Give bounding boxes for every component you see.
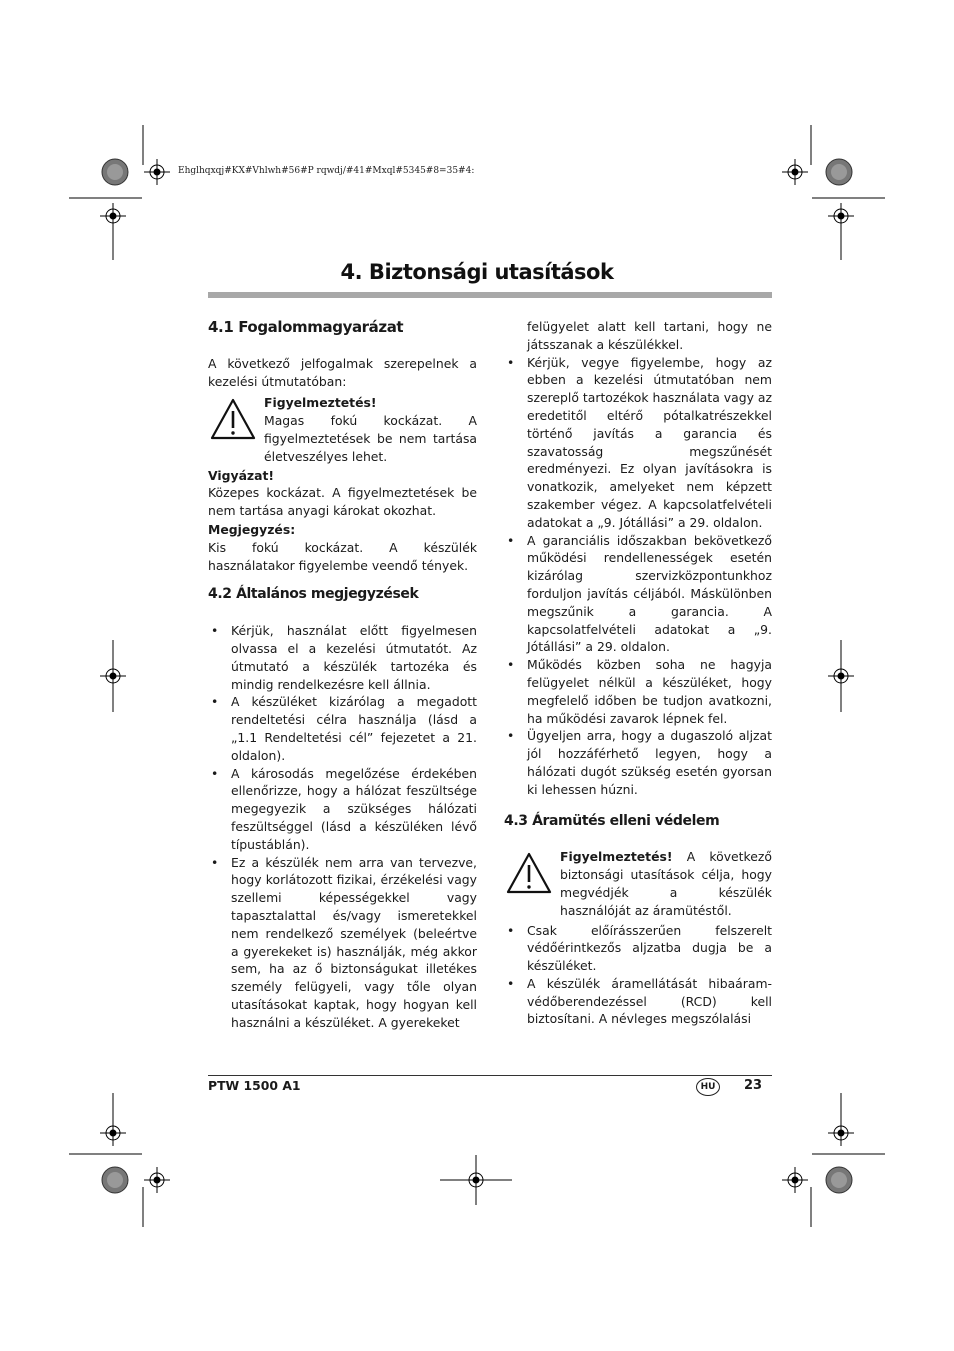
language-badge: HU bbox=[696, 1078, 720, 1096]
note-label: Megjegyzés: bbox=[208, 521, 296, 537]
warning-triangle-icon bbox=[210, 398, 256, 440]
list-item: • Csak előírásszerűen felszerelt védőérintkezős aljzatba dugja be a készüléket. bbox=[504, 922, 772, 975]
warning-text: Magas fokú kockázat. A figyelmeztetések be nem tartása életveszélyes lehet. bbox=[264, 413, 477, 464]
warning-label: Figyelmeztetés! bbox=[264, 395, 377, 411]
list-item: • Kérjük, vegye figyelembe, hogy az ebben a kezelési útmutatóban nem szereplő tartozékok használata vagy az eredetitől eltérő pótalkatrészekkel történő javítás a garancia és szavatosság megszűnését eredményezi. Ez olyan javításokra is vonatkozik, amelyeket nem képzett szakember végez. A kapcsolatfelvételi adatokat a „9. Jótállási” a 29. oldalon. bbox=[504, 354, 772, 532]
warning-label: Figyelmeztetés! bbox=[560, 849, 673, 865]
list-item: • Ügyeljen arra, hogy a dugaszoló aljzat jól hozzáférhető legyen, hogy a hálózati dugót szükség esetén gyorsan ki lehessen húzni. bbox=[504, 727, 772, 798]
list-item-continuation: felügyelet alatt kell tartani, hogy ne játsszanak a készülékkel. bbox=[527, 319, 772, 352]
section-4-1-heading: 4.1 Fogalommagyarázat bbox=[208, 318, 404, 336]
caution-text: Közepes kockázat. A figyelmeztetések be nem tartása anyagi károkat okozhat. bbox=[208, 485, 477, 519]
list-item: • Ez a készülék nem arra van tervezve, hogy korlátozott fizikai, érzékelési vagy szellemi képességekkel vagy tapasztalattal és/vagy ismeretekkel nem rendelkező személyek (beleértve a gyerekeket is) használják, még akkor sem, ha az ő biztonságukat illetékes személy felügyeli, vagy tőle olyan utasításokat kaptak, hogy hogyan kell használni a készüléket. A gyerekeket bbox=[208, 854, 477, 1032]
general-notes-list bbox=[208, 622, 477, 1031]
section-4-3-heading: 4.3 Áramütés elleni védelem bbox=[504, 812, 720, 829]
list-item: • A garanciális időszakban bekövetkező működési rendellenességek esetén kizárólag szervizközpontunkhoz forduljon javítás céljából. Máskülönben megszűnik a garancia. A kapcsolatfelvételi adatokat a „9. Jótállási” a 29. oldalon. bbox=[504, 532, 772, 657]
caution-label: Vigyázat! bbox=[208, 467, 275, 483]
footer-rule bbox=[208, 1075, 772, 1076]
section-4-2-heading: 4.2 Általános megjegyzések bbox=[208, 586, 419, 603]
general-notes-list-continued bbox=[504, 318, 772, 799]
section-4-1-intro: A következő jelfogalmak szerepelnek a kezelési útmutatóban: bbox=[208, 355, 477, 389]
page-number: 23 bbox=[744, 1078, 763, 1093]
warning-text: A következő biztonsági utasítások célja, hogy megvédjék a készülék használóját az áramütéstől. bbox=[560, 849, 772, 918]
list-item: • Működés közben soha ne hagyja felügyelet nélkül a készüléket, hogy megfelelő időben be tudjon avatkozni, ha működési zavarok lépnek fel. bbox=[504, 656, 772, 727]
list-item: • A készüléket kizárólag a megadott rendeltetési célra használja (lásd a „1.1 Rendeltetési cél” fejezetet a 21. oldalon). bbox=[208, 693, 477, 764]
page-title: 4. Biztonsági utasítások bbox=[340, 260, 614, 284]
note-text: Kis fokú kockázat. A készülék használatakor figyelembe veendő tények. bbox=[208, 539, 477, 573]
shock-protection-list bbox=[504, 922, 772, 1029]
warning-triangle-icon bbox=[506, 852, 552, 894]
list-item: • A károsodás megelőzése érdekében ellenőrizze, hogy a hálózat feszültsége megegyezik a szükséges hálózati feszültséggel (lásd a készüléken lévő típustáblán). bbox=[208, 765, 477, 854]
print-header-code: Ehglhqxqj#KX#Vhlwh#56#P rqwdj/#41#Mxql#5345#8=35#4: bbox=[178, 166, 475, 176]
right-column bbox=[504, 318, 772, 1028]
title-underline bbox=[208, 292, 772, 298]
list-item: • A készülék áramellátását hibaáram-védőberendezéssel (RCD) kell biztosítani. A névleges megszólalási bbox=[504, 975, 772, 1028]
warning-definition bbox=[208, 394, 477, 465]
list-item: • Kérjük, használat előtt figyelmesen olvassa el a kezelési útmutatót. Az útmutató a készülék tartozéka és mindig rendelkezésre kell állnia. bbox=[208, 622, 477, 693]
footer-model: PTW 1500 A1 bbox=[208, 1078, 301, 1093]
left-column bbox=[208, 318, 477, 1031]
electric-shock-warning bbox=[504, 848, 772, 919]
